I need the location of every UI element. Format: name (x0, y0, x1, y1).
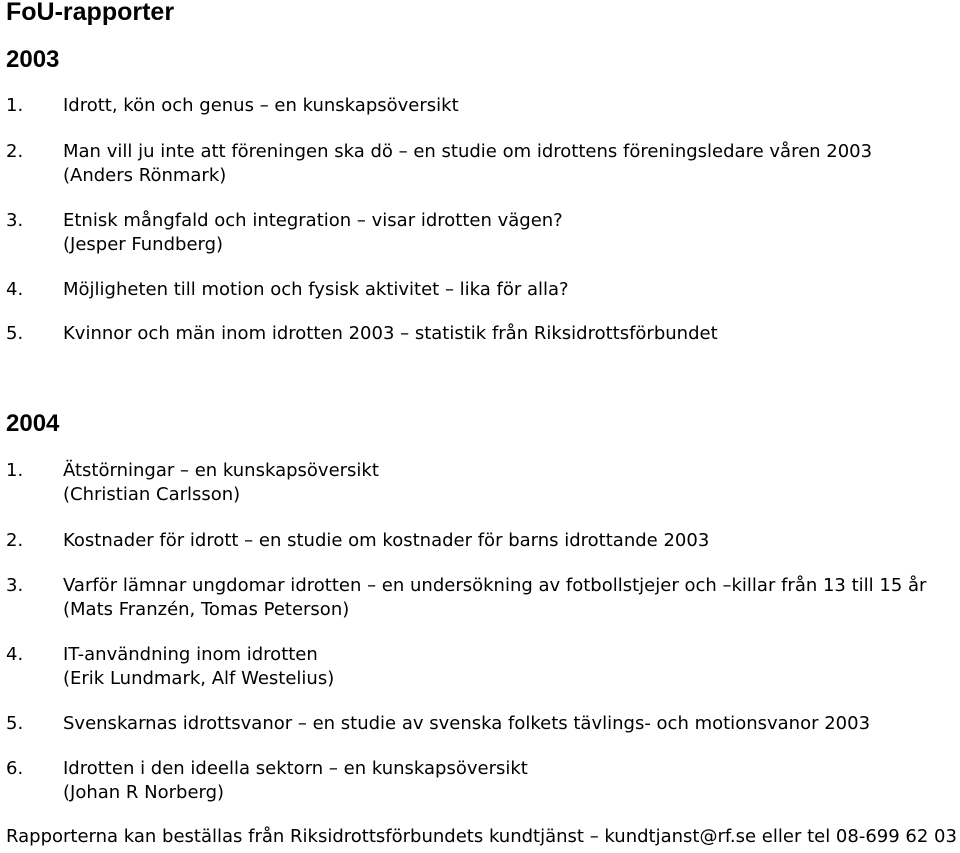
item-author: (Anders Rönmark) (63, 165, 227, 186)
item-number: 4. (6, 279, 24, 300)
list-item (6, 209, 563, 257)
item-title: Idrott, kön och genus – en kunskapsöversikt (63, 95, 459, 116)
item-title: Etnisk mångfald och integration – visar idrotten vägen? (63, 210, 563, 231)
item-number: 1. (6, 95, 24, 116)
item-title: Ätstörningar – en kunskapsöversikt (63, 460, 379, 481)
item-number: 2. (6, 530, 24, 551)
item-number: 5. (6, 323, 24, 344)
list-item (6, 459, 379, 507)
item-title: Man vill ju inte att föreningen ska dö – en studie om idrottens föreningsledare våren 2003 (63, 141, 873, 162)
item-number: 3. (6, 575, 24, 596)
item-author: (Johan R Norberg) (63, 782, 225, 803)
item-number: 2. (6, 141, 24, 162)
item-number: 5. (6, 713, 24, 734)
item-title: IT-användning inom idrotten (63, 644, 318, 665)
list-item (6, 757, 528, 805)
list-item (6, 140, 872, 188)
item-author: (Jesper Fundberg) (63, 234, 224, 255)
item-title: Idrotten i den ideella sektorn – en kunskapsöversikt (63, 758, 528, 779)
item-author: (Erik Lundmark, Alf Westelius) (63, 668, 335, 689)
item-author: (Mats Franzén, Tomas Peterson) (63, 599, 350, 620)
order-info-footer: Rapporterna kan beställas från Riksidrottsförbundets kundtjänst – kundtjanst@rf.se eller tel 08-699 62 03 (6, 826, 957, 847)
item-number: 3. (6, 210, 24, 231)
item-number: 6. (6, 758, 24, 779)
item-title: Kostnader för idrott – en studie om kostnader för barns idrottande 2003 (63, 530, 710, 551)
year-heading-2003: 2003 (6, 46, 60, 73)
item-title: Svenskarnas idrottsvanor – en studie av svenska folkets tävlings- och motionsvanor 2003 (63, 713, 871, 734)
list-item (6, 643, 334, 691)
list-item (6, 278, 569, 302)
page-title: FoU-rapporter (6, 0, 175, 26)
item-author: (Christian Carlsson) (63, 484, 241, 505)
year-heading-2004: 2004 (6, 410, 60, 437)
item-number: 1. (6, 460, 24, 481)
item-title: Kvinnor och män inom idrotten 2003 – statistik från Riksidrottsförbundet (63, 323, 718, 344)
list-item (6, 529, 709, 553)
item-number: 4. (6, 644, 24, 665)
list-item (6, 574, 926, 622)
list-item (6, 322, 718, 346)
list-item (6, 712, 870, 736)
item-title: Varför lämnar ungdomar idrotten – en undersökning av fotbollstjejer och –killar från 13 till 15 år (63, 575, 927, 596)
item-title: Möjligheten till motion och fysisk aktivitet – lika för alla? (63, 279, 569, 300)
list-item (6, 94, 459, 118)
